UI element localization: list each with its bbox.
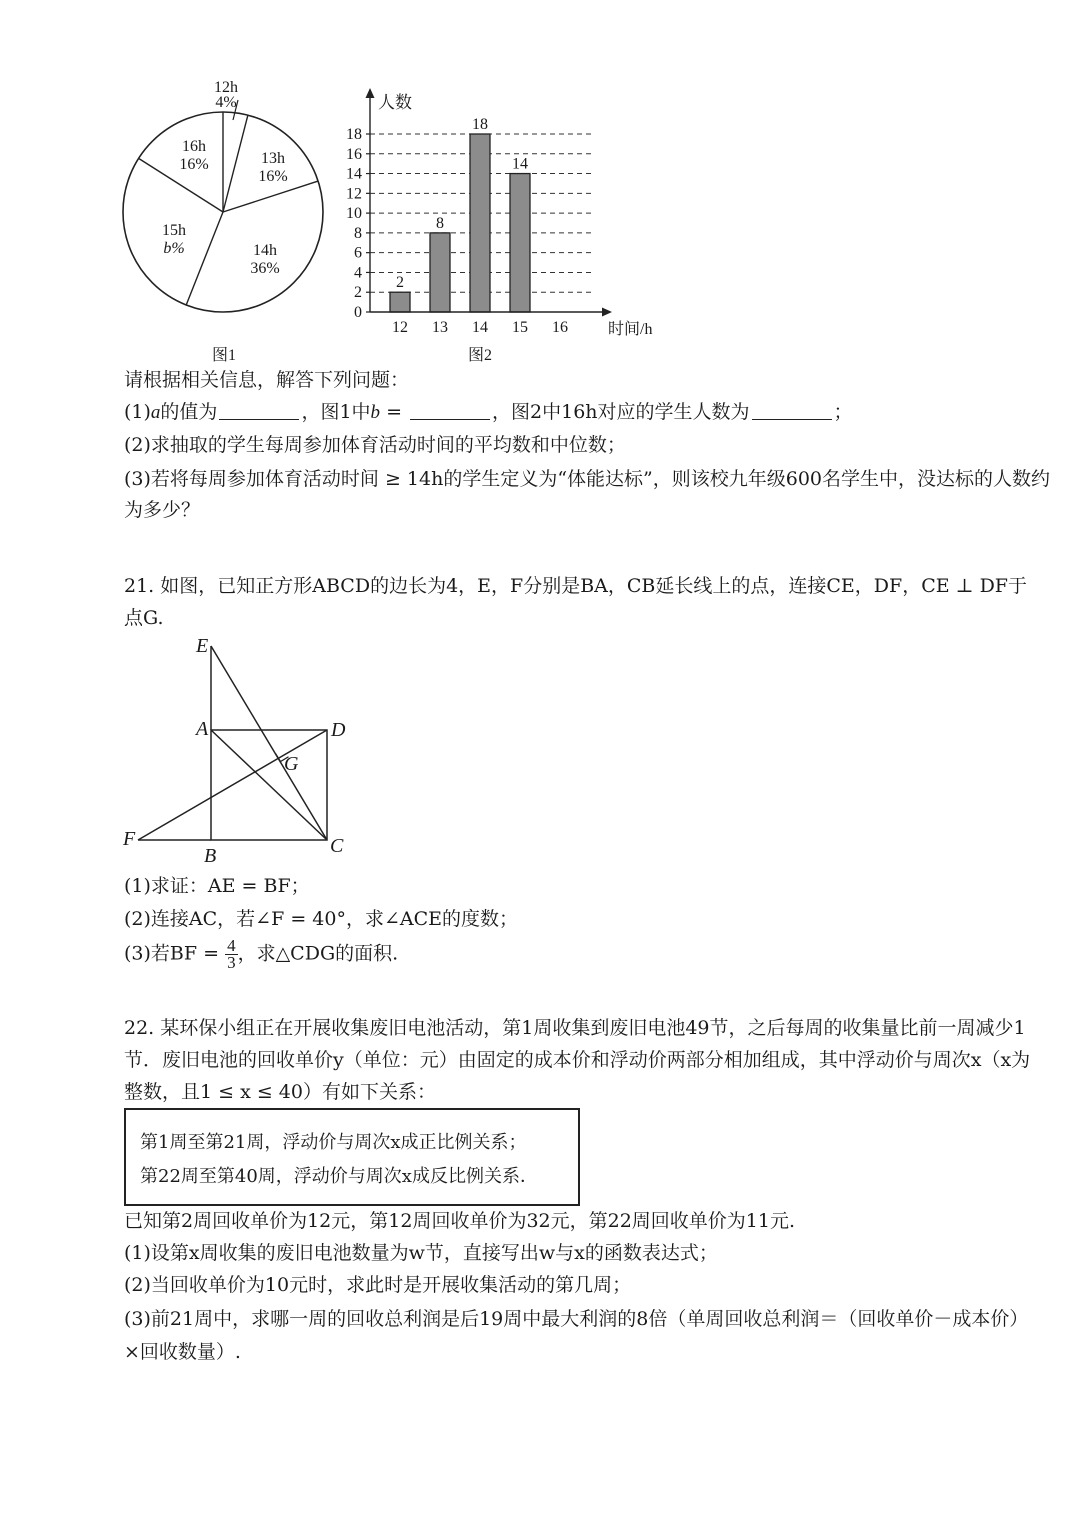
q22-stem-line2: 节．废旧电池的回收单价y（单位：元）由固定的成本价和浮动价两部分相加组成，其中浮动价与周次x（x为 [124, 1049, 1031, 1071]
q22-part3-line1: (3)前21周中，求哪一周的回收总利润是后19周中最大利润的8倍（单周回收总利润＝（回收单价－成本价） [124, 1308, 1029, 1330]
relation-line1: 第1周至第21周，浮动价与周次x成正比例关系； [140, 1132, 527, 1153]
pie-chart [110, 70, 340, 340]
q21-part3 [124, 938, 398, 971]
q21-p3-text1: (3)若BF = [124, 942, 226, 965]
bar-15 [510, 174, 530, 312]
q20-p1-text3: ，图2中16h对应的学生人数为 [492, 401, 750, 423]
q22-stem-line1: 22. 某环保小组正在开展收集废旧电池活动，第1周收集到废旧电池49节，之后每周的收集量比前一周减少1 [124, 1017, 1026, 1039]
blank-b[interactable] [410, 401, 490, 420]
pie-label-14h-percent: 36% [250, 260, 280, 277]
fraction-four-thirds [225, 938, 238, 971]
q21-part2: (2)连接AC，若∠F = 40°，求∠ACE的度数； [124, 908, 519, 930]
q20-part3-line2: 为多少？ [124, 499, 201, 521]
q22-stem-line3: 整数，且1 ≤ x ≤ 40）有如下关系： [124, 1081, 436, 1103]
label-d: D [331, 719, 346, 741]
q22-part1: (1)设第x周收集的废旧电池数量为w节，直接写出w与x的函数表达式； [124, 1242, 718, 1264]
q20-part1 [124, 398, 853, 427]
q22-part2: (2)当回收单价为10元时，求此时是开展收集活动的第几周； [124, 1274, 632, 1296]
q20-p1-end: ； [833, 401, 853, 423]
q20-p1-text2: ，图1中 [301, 401, 371, 423]
fraction-denominator: 3 [227, 953, 236, 972]
segment-fd [138, 730, 327, 840]
bar-12 [390, 292, 410, 312]
bar-value-label-14: 18 [472, 116, 488, 133]
x-axis-label: 时间/h [608, 321, 653, 338]
q21-stem-line1: 21. 如图，已知正方形ABCD的边长为4，E，F分别是BA，CB延长线上的点，连接CE，DF，CE ⊥ DF于 [124, 575, 1027, 597]
y-tick-label-14: 14 [346, 165, 362, 183]
blank-16h-count[interactable] [752, 401, 832, 420]
pie-label-13h-percent: 16% [258, 168, 288, 185]
y-axis-label: 人数 [378, 93, 412, 112]
x-tick-label-14: 14 [472, 319, 488, 336]
q20-p1-text1: 的值为 [160, 401, 218, 423]
pie-caption: 图1 [212, 347, 237, 364]
q21-stem-line2: 点G. [124, 607, 164, 629]
y-tick-label-0: 0 [354, 304, 362, 321]
relation-line2: 第22周至第40周，浮动价与周次x成反比例关系． [140, 1166, 538, 1187]
y-axis-arrow [366, 88, 375, 98]
pie-label-14h-hour: 14h [253, 242, 277, 259]
label-f: F [123, 828, 136, 850]
pie-label-15h-percent: b% [163, 240, 185, 257]
y-tick-label-18: 18 [346, 126, 362, 143]
y-tick-label-10: 10 [346, 205, 362, 223]
x-tick-label-16: 16 [552, 319, 568, 336]
q22-part3-line2: ×回收数量）. [124, 1341, 241, 1363]
label-b: B [204, 845, 217, 867]
bar-chart [340, 80, 670, 340]
bar-13 [430, 233, 450, 312]
pie-label-12h-percent: 4% [215, 94, 237, 111]
q22-known: 已知第2周回收单价为12元，第12周回收单价为32元，第22周回收单价为11元. [124, 1210, 796, 1232]
y-tick-label-2: 2 [354, 284, 362, 302]
y-tick-label-16: 16 [346, 145, 362, 163]
q20-part3-line1: (3)若将每周参加体育活动时间 ≥ 14h的学生定义为“体能达标”，则该校九年级600名学生中，没达标的人数约 [124, 468, 1051, 490]
x-axis-arrow [602, 308, 612, 317]
y-tick-label-12: 12 [346, 185, 362, 203]
y-tick-label-6: 6 [354, 244, 362, 262]
q21-part1: (1)求证：AE = BF； [124, 875, 310, 897]
bar-value-label-15: 14 [512, 155, 528, 173]
pie-label-15h-hour: 15h [162, 222, 186, 239]
x-tick-label-12: 12 [392, 319, 408, 336]
blank-a[interactable] [219, 401, 299, 420]
y-tick-label-4: 4 [354, 264, 362, 282]
segment-ec [211, 646, 327, 840]
q20-p1-eq: = [380, 401, 409, 423]
pie-label-16h-percent: 16% [179, 156, 209, 173]
pie-label-13h-hour: 13h [261, 150, 285, 167]
pie-label-12h-hour: 12h [214, 79, 238, 96]
q20-p1-var-a: a [150, 402, 161, 423]
q20-intro: 请根据相关信息，解答下列问题： [124, 369, 410, 391]
pie-boundary-14h [223, 181, 318, 212]
q21-p3-text2: ，求△CDG的面积. [237, 942, 399, 965]
label-c: C [330, 835, 344, 857]
bar-14 [470, 134, 490, 312]
bar-caption: 图2 [468, 347, 493, 364]
bar-value-label-13: 8 [436, 214, 444, 232]
pie-label-16h-hour: 16h [182, 138, 206, 155]
y-tick-label-8: 8 [354, 224, 362, 242]
label-a: A [196, 718, 209, 740]
label-e: E [196, 635, 209, 657]
segment-ac [211, 730, 327, 840]
q20-p1-var-b: b [370, 402, 381, 423]
q20-p1-num: (1) [124, 401, 151, 423]
fraction-numerator: 4 [227, 936, 236, 955]
q20-part2: (2)求抽取的学生每周参加体育活动时间的平均数和中位数； [124, 434, 626, 456]
x-tick-label-13: 13 [432, 319, 448, 336]
x-tick-label-15: 15 [512, 319, 528, 336]
bar-value-label-12: 2 [396, 274, 404, 292]
pie-boundary-13h [223, 115, 248, 212]
relation-box [124, 1108, 580, 1206]
square-geometry-figure [110, 628, 370, 868]
label-g: G [284, 753, 299, 775]
pie-boundary-15h [186, 212, 223, 305]
